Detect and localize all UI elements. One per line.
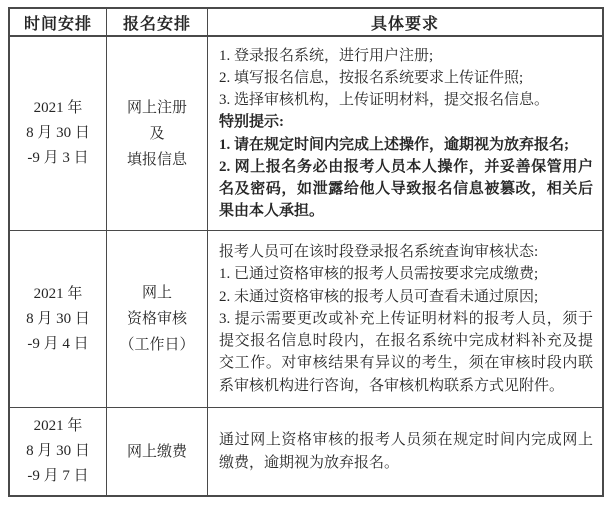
table-row-registration [10,37,602,231]
special-note-title: 特别提示: [219,114,284,131]
arrangement-line: （工作日） [119,337,195,353]
arrangement-cell [107,408,208,495]
requirements-body [208,239,602,398]
time-line: -9 月 3 日 [27,150,89,166]
arrangement-line: 网上缴费 [126,443,187,460]
time-line: 2021 年 [33,285,83,302]
requirement-line: 1. 登录报名系统，进行用户注册; [219,47,434,64]
arrangement-cell [107,37,208,230]
requirement-line: 2. 未通过资格审核的报考人员可查看未通过原因; [219,288,539,305]
arrangement-line: 资格审核 [126,311,187,327]
time-line: 2021 年 [33,100,83,116]
arrangement-line: 网上 [141,285,172,301]
registration-schedule-table [8,7,604,497]
arrangement-line: 及 [149,125,165,142]
special-note-line: 2. 网上报名务必由报考人员本人操作，并妥善保管用户名及密码，如泄露给他人导致报名信息被篡改，相关后果由本人承担。 [219,158,593,220]
requirement-line: 通过网上资格审核的报考人员须在规定时间内完成网上缴费，逾期视为放弃报名。 [219,432,593,471]
requirement-line: 报考人员可在该时段登录报名系统查询审核状态: [219,244,539,261]
requirements-body [208,43,602,225]
requirement-line: 2. 填写报名信息，按报名系统要求上传证件照; [219,69,524,86]
header-cell-arrangement [107,9,208,35]
time-line: 8 月 30 日 [26,443,90,459]
special-note-line: 1. 请在规定时间内完成上述操作，逾期视为放弃报名; [219,136,569,153]
arrangement-cell [107,231,208,407]
table-header-row [10,9,602,37]
time-line: 2021 年 [33,418,83,434]
requirements-body [208,427,602,475]
header-cell-time [10,9,107,35]
time-cell [10,37,107,230]
header-label-time: 时间安排 [23,15,92,33]
time-cell [10,408,107,495]
requirement-line: 3. 选择审核机构，上传证明材料，提交报名信息。 [219,92,550,109]
requirements-cell [208,231,602,407]
header-label-requirements: 具体要求 [370,15,439,33]
requirements-cell [208,408,602,495]
time-cell [10,231,107,407]
arrangement-line: 网上注册 [126,99,187,116]
time-line: -9 月 7 日 [27,468,89,484]
table-row-qualification-review [10,231,602,408]
requirement-line: 3. 提示需要更改或补充上传证明材料的报考人员，须于提交报名信息时段内，在报名系统中完成材料补充及提交工作。对审核结果有异议的考生，须在审核时段内联系审核机构进行咨询，各审核机构联系方式见附件。 [219,310,593,394]
requirements-cell [208,37,602,230]
header-label-arrangement: 报名安排 [122,15,191,33]
time-line: -9 月 4 日 [27,335,89,352]
time-line: 8 月 30 日 [26,125,90,141]
header-cell-requirements [208,9,602,35]
arrangement-line: 填报信息 [126,151,187,168]
requirement-line: 1. 已通过资格审核的报考人员需按要求完成缴费; [219,266,539,283]
table-row-payment [10,408,602,495]
time-line: 8 月 30 日 [26,310,90,327]
